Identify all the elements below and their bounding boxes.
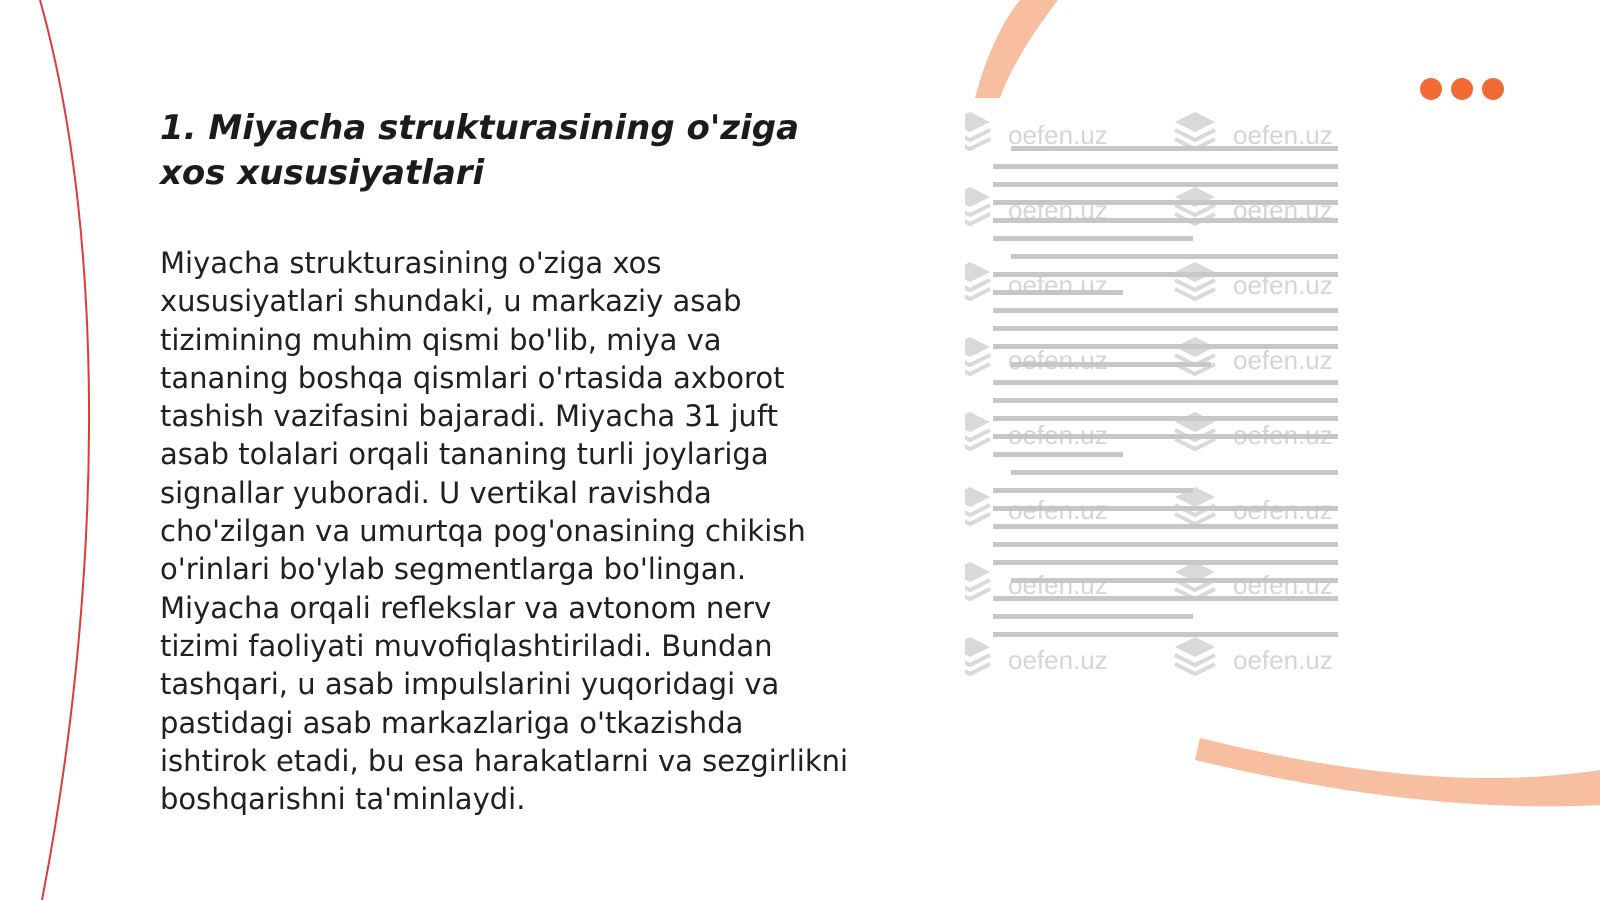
document-text-line <box>993 398 1338 403</box>
document-text-line <box>1011 254 1338 259</box>
watermark-logo-icon <box>965 637 1108 675</box>
svg-text:oefen.uz: oefen.uz <box>1008 270 1108 300</box>
watermark-logo-icon <box>965 337 1108 375</box>
document-text-line <box>993 560 1338 565</box>
slide-title: 1. Miyacha strukturasining o'ziga xos xususiyatlari <box>160 108 800 193</box>
watermark-logo-icon <box>965 187 1108 225</box>
document-text-line <box>993 236 1193 241</box>
document-page-graphic <box>965 110 1395 730</box>
svg-text:oefen.uz: oefen.uz <box>1233 645 1333 675</box>
left-red-curve <box>40 0 89 900</box>
document-text-line <box>993 182 1338 187</box>
slide-body-text: Miyacha strukturasining o'ziga xos xususiyatlari shundaki, u markaziy asab tizimining muhim qismi bo'lib, miya va tananing boshqa qismlari o'rtasida axborot tashish vazifasini bajaradi. Miyacha 31 juft asab tolalari orqali tananing turli joylariga signallar yuboradi. U vertikal ravishda cho'zilgan va umurtqa pog'onasining chikish o'rinlari bo'ylab segmentlarga bo'lingan. Miyacha orqali reflekslar va avtonom nerv tizimi faoliyati muvofiqlashtiriladi. Bundan tashqari, u asab impulslarini yuqoridagi va pastidagi asab markazlariga o'tkazishda ishtirok etadi, bu esa harakatlarni va sezgirlikni boshqarishni ta'minlaydi. <box>160 246 849 817</box>
svg-text:oefen.uz: oefen.uz <box>1008 570 1108 600</box>
svg-text:oefen.uz: oefen.uz <box>1233 420 1333 450</box>
document-text-line <box>993 632 1338 637</box>
watermark-logo-icon <box>965 262 1108 300</box>
svg-text:oefen.uz: oefen.uz <box>1233 345 1333 375</box>
document-text-line <box>993 452 1123 457</box>
bottom-orange-arc <box>1195 738 1600 806</box>
watermark-logo-icon <box>965 562 1108 600</box>
watermark-logo-icon <box>1175 112 1333 150</box>
document-text-line <box>993 164 1338 169</box>
dot-2 <box>1451 78 1473 100</box>
dot-3 <box>1482 78 1504 100</box>
svg-text:oefen.uz: oefen.uz <box>1233 195 1333 225</box>
svg-text:oefen.uz: oefen.uz <box>1233 495 1333 525</box>
document-text-line <box>993 488 1193 493</box>
document-page-image <box>965 110 1395 730</box>
svg-text:oefen.uz: oefen.uz <box>1008 195 1108 225</box>
document-text-line <box>1011 470 1338 475</box>
document-text-line <box>993 308 1338 313</box>
document-text-line <box>993 380 1338 385</box>
svg-text:oefen.uz: oefen.uz <box>1233 570 1333 600</box>
watermark-logo-icon <box>965 112 1108 150</box>
watermark-logo-icon <box>1175 637 1333 675</box>
svg-text:oefen.uz: oefen.uz <box>1008 345 1108 375</box>
svg-text:oefen.uz: oefen.uz <box>1233 270 1333 300</box>
svg-text:oefen.uz: oefen.uz <box>1008 645 1108 675</box>
document-text-line <box>993 542 1338 547</box>
watermark-logo-icon <box>1175 262 1333 300</box>
top-orange-arc <box>975 0 1058 98</box>
dots-icon <box>1420 78 1504 100</box>
svg-text:oefen.uz: oefen.uz <box>1008 420 1108 450</box>
watermark-logo-icon <box>1175 337 1333 375</box>
svg-text:oefen.uz: oefen.uz <box>1008 495 1108 525</box>
svg-text:oefen.uz: oefen.uz <box>1233 120 1333 150</box>
document-text-line <box>993 614 1193 619</box>
svg-text:oefen.uz: oefen.uz <box>1008 120 1108 150</box>
document-text-line <box>993 326 1338 331</box>
dot-1 <box>1420 78 1442 100</box>
